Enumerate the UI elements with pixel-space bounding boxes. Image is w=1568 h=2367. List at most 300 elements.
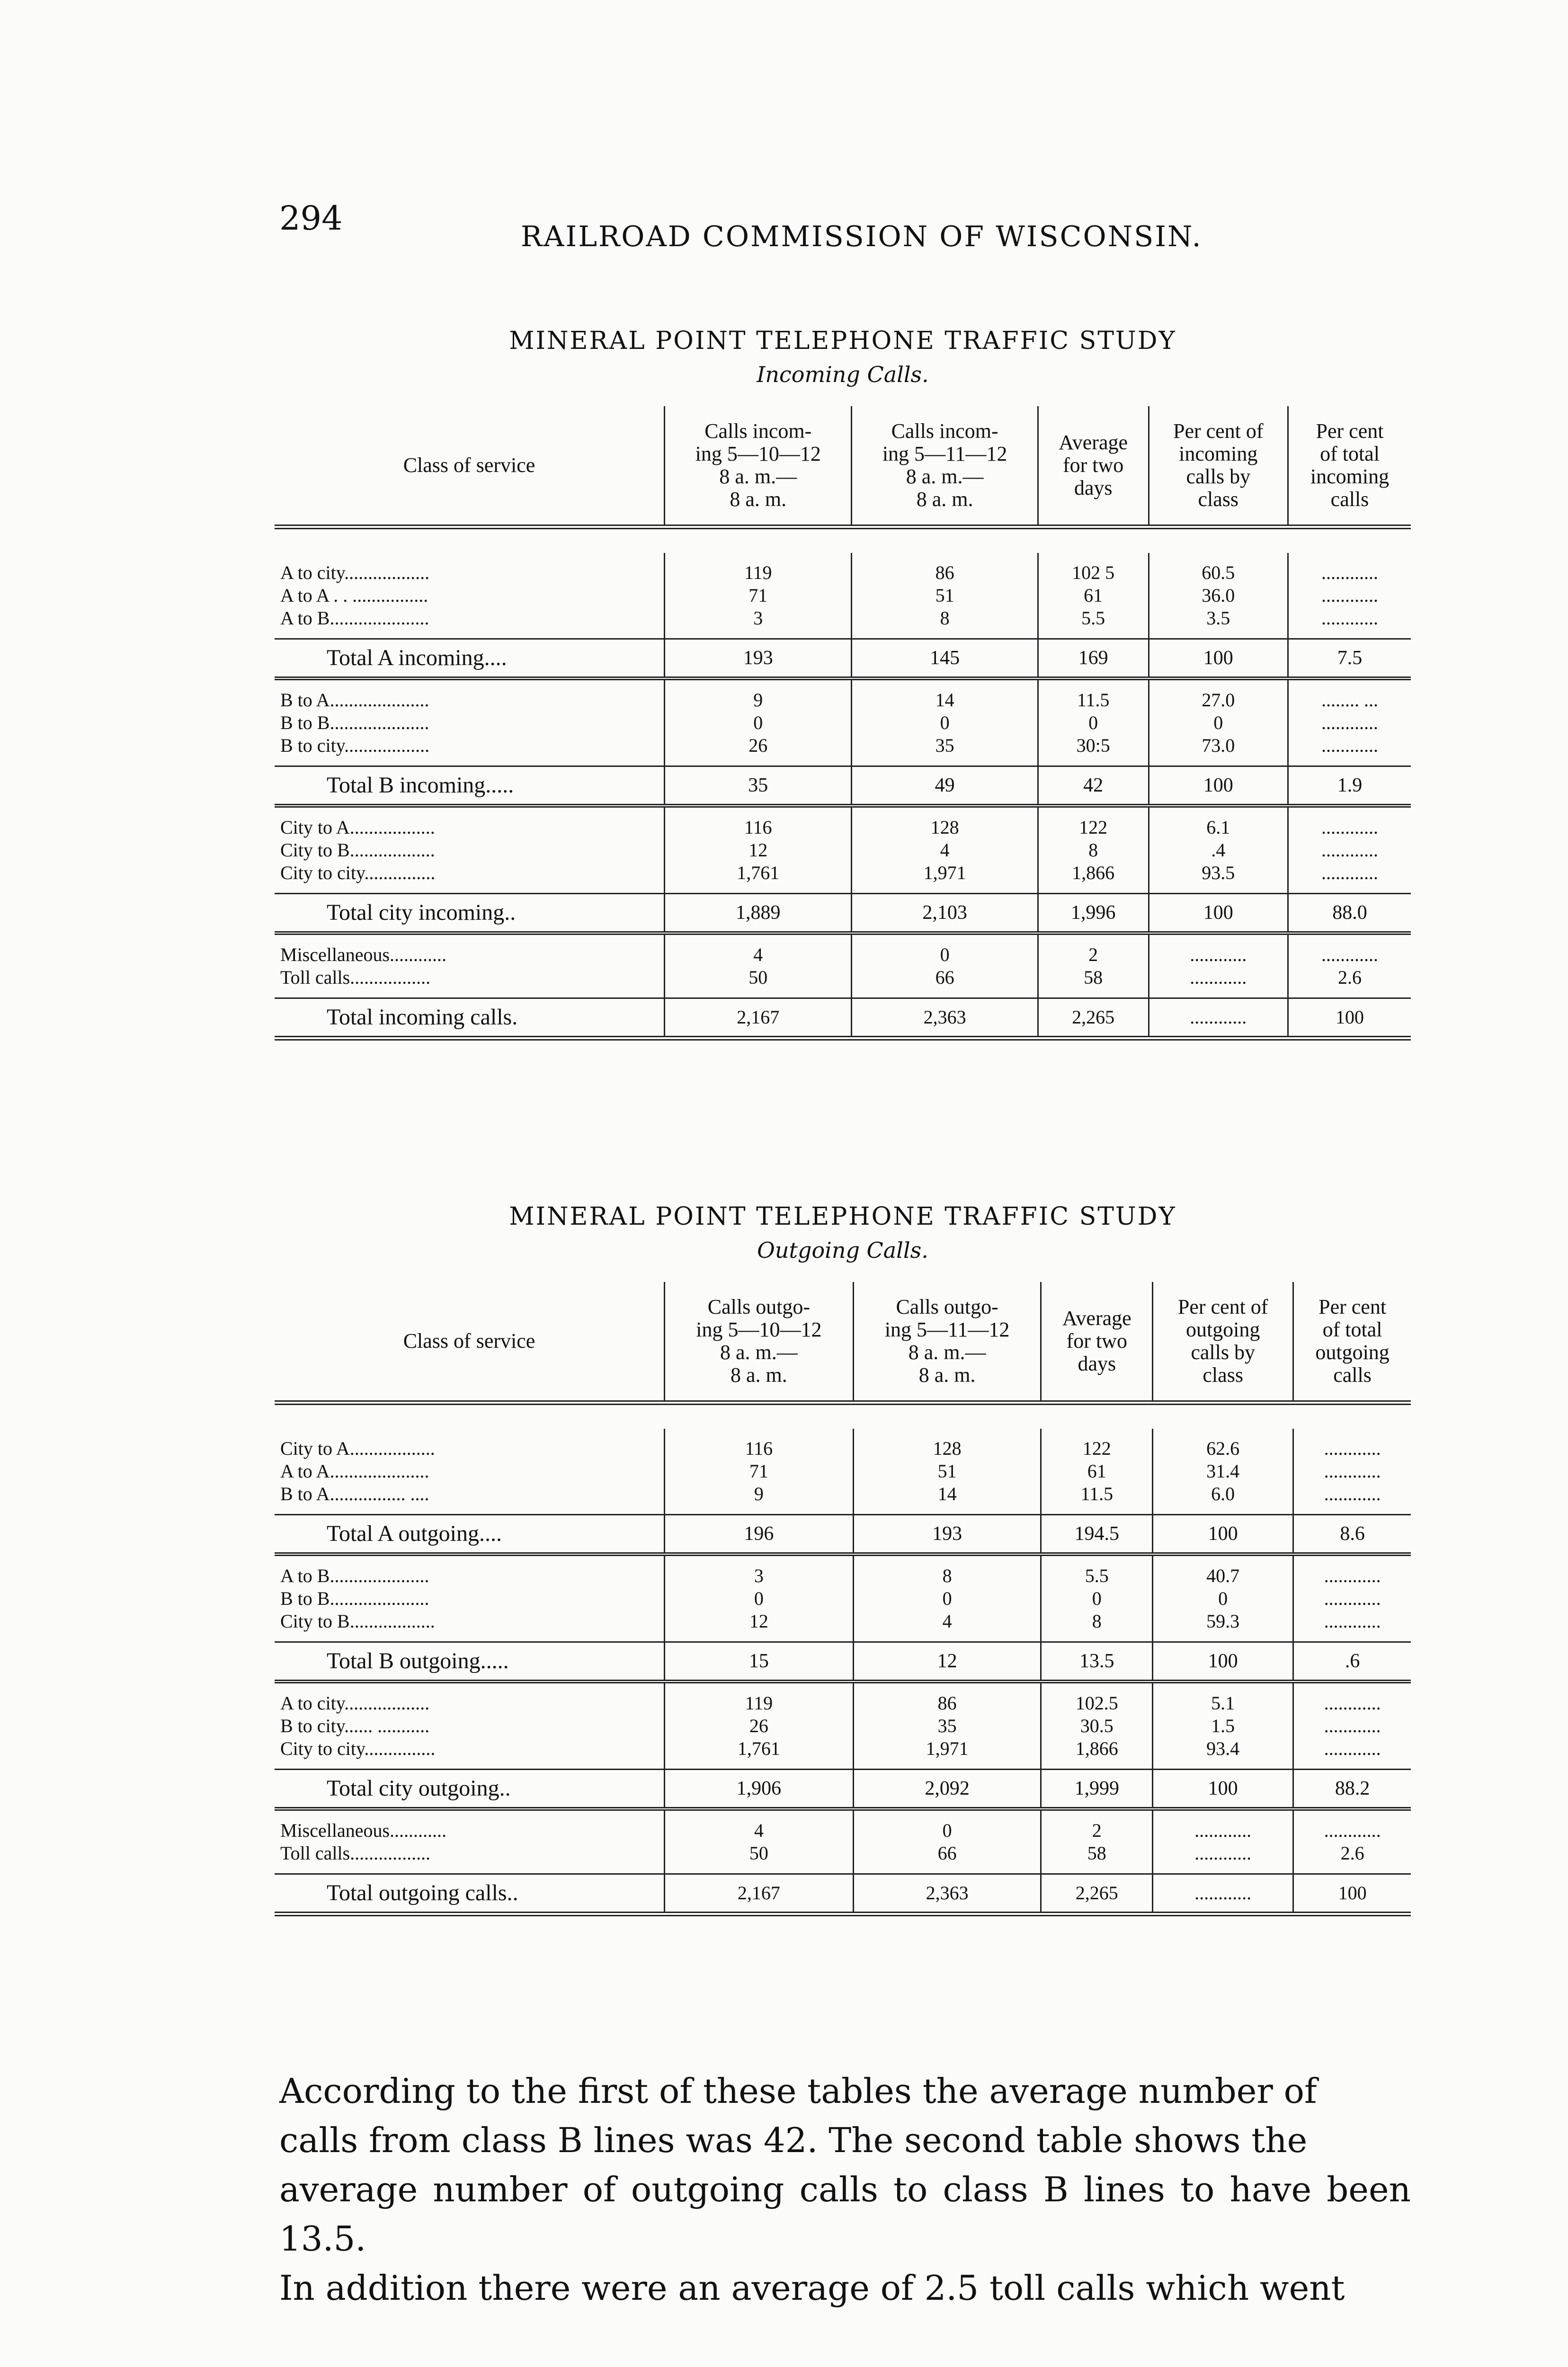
page-number: 294 [279, 199, 343, 238]
average-two-days-cell-text: 61 [1084, 585, 1103, 606]
percent-by-class-cell [1153, 1610, 1293, 1633]
percent-by-class-cell [1149, 584, 1288, 607]
outgoing-calls-table-block [275, 1202, 1411, 1921]
percent-of-total-total-cell-text: 100 [1336, 1006, 1364, 1028]
percent-of-total-cell [1293, 1565, 1411, 1587]
calls-day-2-cell [853, 1565, 1041, 1587]
calls-day-2-cell [853, 1437, 1041, 1460]
percent-by-class-total-cell-text: 100 [1208, 1778, 1238, 1799]
calls-day-2-cell [853, 1587, 1041, 1610]
calls-day-1-total-cell-text: 15 [748, 1650, 769, 1672]
percent-by-class-cell [1153, 1819, 1293, 1842]
class-of-service-total-cell-text: Total outgoing calls.. [327, 1880, 518, 1905]
table-row [275, 1842, 1411, 1865]
body-line: In addition there were an average of 2.5 toll calls which went [279, 2268, 1345, 2308]
class-of-service-cell-text: A to city.................. [280, 1692, 430, 1714]
percent-by-class-cell-text: ............ [1190, 944, 1247, 965]
calls-day-1-cell [665, 561, 852, 584]
percent-by-class-cell-text: 93.5 [1202, 862, 1235, 883]
average-two-days-total-cell [1038, 894, 1149, 934]
percent-of-total-cell-text: ............ [1324, 1820, 1381, 1841]
percent-by-class-cell [1149, 561, 1288, 584]
calls-day-1-total-cell [665, 998, 852, 1039]
calls-day-1-cell-text: 3 [753, 607, 763, 629]
calls-day-2-total-cell-text: 2,363 [923, 1006, 966, 1028]
class-of-service-cell [275, 1587, 665, 1610]
average-two-days-cell-text: 58 [1084, 967, 1103, 988]
gap-rule [275, 806, 1411, 816]
table-row [275, 943, 1411, 966]
percent-of-total-total-cell-text: 7.5 [1337, 647, 1363, 669]
average-two-days-total-cell-text: 194.5 [1074, 1523, 1120, 1545]
calls-day-1-cell-text: 12 [748, 839, 768, 861]
class-of-service-cell [275, 1610, 665, 1633]
column-header-calls-day-2 [852, 406, 1038, 527]
calls-day-2-total-cell-text: 145 [930, 647, 960, 669]
table-row [275, 1819, 1411, 1842]
average-two-days-cell [1038, 862, 1149, 884]
average-two-days-cell [1041, 1565, 1153, 1587]
percent-of-total-cell [1288, 712, 1411, 734]
average-two-days-cell-text: 122 [1079, 817, 1108, 838]
average-two-days-cell-text: 102.5 [1075, 1692, 1118, 1714]
calls-day-2-cell-text: 4 [942, 1611, 952, 1632]
column-header-percent-of-total [1293, 1282, 1411, 1403]
percent-of-total-cell [1288, 816, 1411, 839]
gap-rule [275, 1760, 1411, 1770]
bottom-rule [275, 1914, 1411, 1921]
calls-day-2-cell-text: 0 [940, 712, 950, 733]
calls-day-2-cell [853, 1483, 1041, 1505]
calls-day-2-cell [852, 689, 1038, 712]
column-header-calls-day-1 [665, 406, 852, 527]
percent-by-class-total-cell [1149, 639, 1288, 679]
calls-day-1-total-cell-text: 1,906 [736, 1778, 782, 1799]
calls-day-1-cell-text: 116 [745, 1438, 773, 1459]
total-row [275, 639, 1411, 679]
class-of-service-cell [275, 734, 665, 757]
percent-of-total-cell-text: ............ [1321, 862, 1378, 883]
class-of-service-cell [275, 816, 665, 839]
percent-of-total-cell-text: ............ [1321, 735, 1378, 756]
class-of-service-cell-text: A to B..................... [280, 1565, 429, 1586]
calls-day-1-total-cell [665, 1515, 854, 1555]
calls-day-2-cell-text: 4 [940, 839, 950, 861]
percent-by-class-cell [1153, 1565, 1293, 1587]
calls-day-2-cell [852, 816, 1038, 839]
average-two-days-cell [1038, 689, 1149, 712]
percent-by-class-cell-text: 93.4 [1206, 1738, 1240, 1759]
calls-day-1-total-cell [665, 639, 852, 679]
percent-by-class-cell-text: ............ [1190, 967, 1247, 988]
column-header-text: Class of service [403, 1329, 535, 1353]
calls-day-1-cell-text: 4 [753, 944, 763, 965]
percent-of-total-total-cell [1293, 1874, 1411, 1914]
class-of-service-cell [275, 1737, 665, 1760]
percent-of-total-cell [1293, 1460, 1411, 1483]
calls-day-1-cell [665, 584, 852, 607]
calls-day-1-cell [665, 966, 852, 989]
class-of-service-total-cell-text: Total city incoming.. [327, 900, 516, 925]
average-two-days-cell [1041, 1460, 1153, 1483]
calls-day-2-cell-text: 1,971 [926, 1738, 969, 1759]
calls-day-1-cell-text: 26 [748, 735, 768, 756]
class-of-service-cell-text: City to city............... [280, 1738, 436, 1759]
calls-day-2-cell [852, 943, 1038, 966]
calls-day-2-cell-text: 128 [933, 1438, 962, 1459]
table-header-row [275, 406, 1411, 527]
calls-day-1-cell-text: 71 [748, 585, 768, 606]
calls-day-2-cell [852, 561, 1038, 584]
calls-day-2-total-cell-text: 2,103 [922, 902, 967, 924]
calls-day-1-cell-text: 12 [749, 1611, 768, 1632]
percent-of-total-cell [1293, 1737, 1411, 1760]
calls-day-1-cell [665, 862, 852, 884]
gap-rule [275, 630, 1411, 639]
calls-day-1-cell-text: 0 [754, 1588, 764, 1609]
incoming-table-subtitle: Incoming Calls. [757, 362, 929, 387]
body-paragraph [279, 2066, 1411, 2313]
percent-by-class-cell-text: 0 [1213, 712, 1223, 733]
percent-by-class-cell-text: 62.6 [1206, 1438, 1240, 1459]
percent-of-total-total-cell-text: 88.2 [1335, 1778, 1370, 1799]
table-row [275, 584, 1411, 607]
average-two-days-cell [1038, 561, 1149, 584]
calls-day-1-cell-text: 9 [753, 689, 763, 711]
average-two-days-cell-text: 1,866 [1072, 862, 1115, 883]
table-row [275, 1610, 1411, 1633]
percent-by-class-cell [1153, 1715, 1293, 1737]
percent-by-class-cell [1149, 734, 1288, 757]
calls-day-2-cell-text: 35 [937, 1715, 957, 1736]
total-row [275, 998, 1411, 1039]
incoming-calls-table-block [275, 327, 1411, 1045]
gap-rule [275, 989, 1411, 998]
calls-day-2-cell-text: 0 [942, 1820, 952, 1841]
calls-day-1-total-cell [665, 1642, 854, 1682]
percent-by-class-cell-text: 6.0 [1211, 1483, 1235, 1504]
percent-of-total-cell-text: ............ [1321, 607, 1378, 629]
average-two-days-cell [1038, 816, 1149, 839]
calls-day-2-cell [853, 1610, 1041, 1633]
average-two-days-cell-text: 30:5 [1076, 735, 1110, 756]
column-header-text: Calls outgo- ing 5—10—12 8 a. m.— 8 a. m. [696, 1295, 822, 1387]
average-two-days-total-cell-text: 169 [1078, 647, 1108, 669]
class-of-service-total-cell [275, 1770, 665, 1809]
average-two-days-cell [1038, 584, 1149, 607]
average-two-days-total-cell [1038, 998, 1149, 1039]
percent-of-total-cell [1293, 1587, 1411, 1610]
calls-day-1-cell-text: 119 [744, 562, 772, 583]
average-two-days-total-cell [1038, 766, 1149, 806]
table-row [275, 712, 1411, 734]
table-row [275, 1437, 1411, 1460]
calls-day-1-cell [665, 943, 852, 966]
percent-by-class-total-cell-text: 100 [1208, 1650, 1238, 1672]
class-of-service-total-cell [275, 894, 665, 934]
average-two-days-cell-text: 11.5 [1077, 689, 1110, 711]
average-two-days-cell-text: 2 [1092, 1820, 1102, 1841]
percent-of-total-cell [1288, 943, 1411, 966]
calls-day-2-cell [853, 1737, 1041, 1760]
class-of-service-cell-text: B to city.................. [280, 735, 430, 756]
average-two-days-cell-text: 11.5 [1080, 1483, 1114, 1504]
class-of-service-cell [275, 1819, 665, 1842]
table-header-row [275, 1282, 1411, 1403]
class-of-service-cell [275, 862, 665, 884]
calls-day-2-cell-text: 66 [935, 967, 954, 988]
calls-day-1-total-cell [665, 766, 852, 806]
class-of-service-cell-text: A to A . . ................ [280, 585, 428, 606]
class-of-service-cell-text: City to city............... [280, 862, 436, 883]
column-header-text: Calls incom- ing 5—11—12 8 a. m.— 8 a. m. [882, 419, 1007, 511]
percent-by-class-cell-text: 1.5 [1211, 1715, 1235, 1736]
percent-by-class-total-cell [1153, 1770, 1293, 1809]
average-two-days-cell-text: 122 [1082, 1438, 1111, 1459]
average-two-days-total-cell [1038, 639, 1149, 679]
calls-day-1-cell-text: 4 [754, 1820, 764, 1841]
percent-of-total-cell-text: ............ [1324, 1738, 1381, 1759]
percent-of-total-cell [1293, 1610, 1411, 1633]
percent-of-total-cell-text: ........ ... [1321, 689, 1378, 711]
calls-day-2-total-cell-text: 2,092 [925, 1778, 970, 1799]
percent-by-class-total-cell [1149, 894, 1288, 934]
percent-by-class-cell [1153, 1842, 1293, 1865]
percent-by-class-cell-text: 3.5 [1206, 607, 1230, 629]
calls-day-1-total-cell [665, 1770, 854, 1809]
calls-day-1-cell [665, 1565, 854, 1587]
class-of-service-cell-text: City to A.................. [280, 1438, 435, 1459]
total-row [275, 1874, 1411, 1914]
total-row [275, 1770, 1411, 1809]
average-two-days-total-cell [1041, 1515, 1153, 1555]
column-header-class-of-service [275, 1282, 665, 1403]
percent-by-class-cell-text: 60.5 [1202, 562, 1235, 583]
class-of-service-total-cell [275, 1874, 665, 1914]
percent-of-total-cell-text: ............ [1321, 817, 1378, 838]
percent-of-total-total-cell-text: 88.0 [1332, 902, 1367, 924]
class-of-service-total-cell [275, 639, 665, 679]
gap-rule [275, 1865, 1411, 1874]
class-of-service-total-cell-text: Total incoming calls. [327, 1005, 518, 1030]
table-row [275, 839, 1411, 862]
calls-day-2-cell [852, 712, 1038, 734]
percent-of-total-total-cell [1288, 639, 1411, 679]
calls-day-2-cell-text: 66 [937, 1842, 957, 1864]
calls-day-1-cell-text: 9 [754, 1483, 764, 1504]
calls-day-2-total-cell [852, 766, 1038, 806]
percent-by-class-cell [1149, 862, 1288, 884]
percent-of-total-cell [1293, 1692, 1411, 1715]
percent-by-class-cell [1149, 839, 1288, 862]
percent-by-class-cell [1149, 943, 1288, 966]
percent-by-class-cell-text: 40.7 [1206, 1565, 1240, 1586]
calls-day-2-total-cell-text: 193 [932, 1523, 962, 1545]
calls-day-2-cell [852, 584, 1038, 607]
gap-rule [275, 933, 1411, 943]
average-two-days-cell-text: 58 [1087, 1842, 1106, 1864]
class-of-service-total-cell-text: Total A outgoing.... [327, 1521, 502, 1546]
average-two-days-cell [1038, 839, 1149, 862]
average-two-days-cell [1041, 1737, 1153, 1760]
gap-rule [275, 1554, 1411, 1565]
percent-of-total-cell-text: ............ [1321, 944, 1378, 965]
class-of-service-cell [275, 712, 665, 734]
column-header-text: Calls outgo- ing 5—11—12 8 a. m.— 8 a. m. [884, 1295, 1010, 1387]
outgoing-table-title: MINERAL POINT TELEPHONE TRAFFIC STUDY [509, 1202, 1176, 1231]
gap-rule [275, 1505, 1411, 1515]
calls-day-1-cell [665, 607, 852, 630]
calls-day-2-total-cell-text: 12 [937, 1650, 957, 1672]
average-two-days-cell [1041, 1437, 1153, 1460]
average-two-days-cell [1041, 1587, 1153, 1610]
average-two-days-cell [1041, 1819, 1153, 1842]
body-line: According to the first of these tables the average number of [279, 2071, 1317, 2111]
calls-day-1-total-cell [665, 1874, 854, 1914]
percent-of-total-total-cell [1293, 1515, 1411, 1555]
calls-day-1-cell [665, 1587, 854, 1610]
column-header-text: Average for two days [1062, 1307, 1131, 1375]
column-header-text: Per cent of incoming calls by class [1173, 419, 1264, 511]
average-two-days-cell-text: 8 [1092, 1611, 1102, 1632]
table-row [275, 734, 1411, 757]
percent-by-class-cell-text: 31.4 [1206, 1460, 1240, 1482]
calls-day-2-cell [852, 734, 1038, 757]
calls-day-1-cell [665, 1819, 854, 1842]
percent-of-total-cell [1293, 1842, 1411, 1865]
average-two-days-cell [1041, 1692, 1153, 1715]
percent-by-class-cell-text: 6.1 [1206, 817, 1230, 838]
class-of-service-cell-text: B to B..................... [280, 1588, 429, 1609]
percent-by-class-cell [1153, 1437, 1293, 1460]
calls-day-1-total-cell [665, 894, 852, 934]
average-two-days-cell [1041, 1715, 1153, 1737]
table-row [275, 862, 1411, 884]
calls-day-2-cell-text: 86 [935, 562, 954, 583]
class-of-service-total-cell-text: Total A incoming.... [327, 645, 507, 670]
running-head: RAILROAD COMMISSION OF WISCONSIN. [521, 220, 1203, 253]
percent-by-class-cell [1149, 689, 1288, 712]
percent-of-total-total-cell-text: 100 [1338, 1882, 1367, 1904]
calls-day-1-cell-text: 1,761 [737, 862, 780, 883]
calls-day-1-cell-text: 3 [754, 1565, 764, 1586]
percent-of-total-cell-text: ............ [1324, 1483, 1381, 1504]
class-of-service-total-cell [275, 766, 665, 806]
class-of-service-cell-text: City to A.................. [280, 817, 435, 838]
class-of-service-cell [275, 584, 665, 607]
class-of-service-cell [275, 1692, 665, 1715]
gap-rule [275, 1682, 1411, 1692]
calls-day-2-cell [852, 839, 1038, 862]
class-of-service-cell [275, 607, 665, 630]
class-of-service-cell [275, 561, 665, 584]
table-row [275, 1587, 1411, 1610]
percent-by-class-total-cell [1149, 998, 1288, 1039]
class-of-service-cell-text: A to B..................... [280, 607, 429, 629]
class-of-service-cell [275, 1483, 665, 1505]
gap-rule [275, 678, 1411, 689]
gap-rule [275, 1633, 1411, 1642]
calls-day-2-cell-text: 128 [930, 817, 959, 838]
percent-of-total-cell-text: 2.6 [1338, 967, 1362, 988]
calls-day-1-cell-text: 116 [744, 817, 772, 838]
percent-by-class-cell [1149, 712, 1288, 734]
table-row [275, 561, 1411, 584]
column-header-percent-by-class [1153, 1282, 1293, 1403]
average-two-days-total-cell-text: 1,999 [1074, 1778, 1120, 1799]
calls-day-2-cell-text: 86 [937, 1692, 957, 1714]
class-of-service-cell [275, 839, 665, 862]
calls-day-2-cell-text: 51 [937, 1460, 957, 1482]
percent-by-class-total-cell-text: 100 [1203, 774, 1233, 796]
calls-day-2-cell-text: 0 [940, 944, 950, 965]
percent-of-total-total-cell-text: 8.6 [1340, 1523, 1365, 1545]
calls-day-1-cell-text: 50 [748, 967, 768, 988]
outgoing-calls-table [275, 1282, 1411, 1921]
percent-by-class-cell-text: 59.3 [1206, 1611, 1240, 1632]
percent-of-total-total-cell [1293, 1642, 1411, 1682]
average-two-days-cell-text: 5.5 [1085, 1565, 1109, 1586]
class-of-service-total-cell-text: Total B outgoing..... [327, 1648, 509, 1673]
gap-rule [275, 1429, 1411, 1437]
percent-by-class-cell-text: .4 [1211, 839, 1226, 861]
calls-day-2-cell [853, 1692, 1041, 1715]
percent-by-class-cell-text: 5.1 [1211, 1692, 1235, 1714]
column-header-percent-by-class [1149, 406, 1288, 527]
calls-day-1-cell [665, 689, 852, 712]
calls-day-1-cell [665, 712, 852, 734]
class-of-service-cell-text: City to B.................. [280, 1611, 435, 1632]
average-two-days-cell [1038, 966, 1149, 989]
percent-by-class-cell-text: 73.0 [1202, 735, 1235, 756]
average-two-days-cell-text: 0 [1088, 712, 1098, 733]
calls-day-1-total-cell-text: 35 [748, 774, 768, 796]
percent-of-total-cell-text: ............ [1324, 1715, 1381, 1736]
average-two-days-cell [1038, 943, 1149, 966]
class-of-service-cell [275, 1842, 665, 1865]
table-row [275, 1715, 1411, 1737]
percent-of-total-cell-text: ............ [1324, 1588, 1381, 1609]
average-two-days-cell-text: 61 [1087, 1460, 1106, 1482]
percent-by-class-cell [1153, 1737, 1293, 1760]
percent-of-total-cell-text: ............ [1324, 1460, 1381, 1482]
body-line: calls from class B lines was 42. The second table shows the [279, 2120, 1308, 2160]
class-of-service-cell [275, 966, 665, 989]
table-row [275, 1692, 1411, 1715]
table-row [275, 1565, 1411, 1587]
percent-by-class-cell [1153, 1587, 1293, 1610]
class-of-service-cell-text: Toll calls................. [280, 1842, 431, 1864]
class-of-service-cell [275, 1437, 665, 1460]
percent-of-total-cell-text: ............ [1321, 562, 1378, 583]
calls-day-1-cell [665, 1737, 854, 1760]
percent-of-total-cell [1293, 1715, 1411, 1737]
percent-by-class-total-cell [1153, 1642, 1293, 1682]
calls-day-1-total-cell-text: 2,167 [737, 1882, 780, 1904]
percent-of-total-cell [1293, 1483, 1411, 1505]
calls-day-1-cell [665, 1715, 854, 1737]
class-of-service-cell [275, 1565, 665, 1587]
calls-day-1-cell [665, 839, 852, 862]
calls-day-1-total-cell-text: 193 [743, 647, 773, 669]
calls-day-2-cell [853, 1819, 1041, 1842]
percent-by-class-total-cell-text: 100 [1203, 902, 1233, 924]
calls-day-2-total-cell [852, 894, 1038, 934]
percent-by-class-cell [1149, 966, 1288, 989]
percent-by-class-total-cell-text: 100 [1208, 1523, 1238, 1545]
calls-day-1-cell-text: 50 [749, 1842, 768, 1864]
column-header-text: Per cent of outgoing calls by class [1177, 1295, 1268, 1387]
